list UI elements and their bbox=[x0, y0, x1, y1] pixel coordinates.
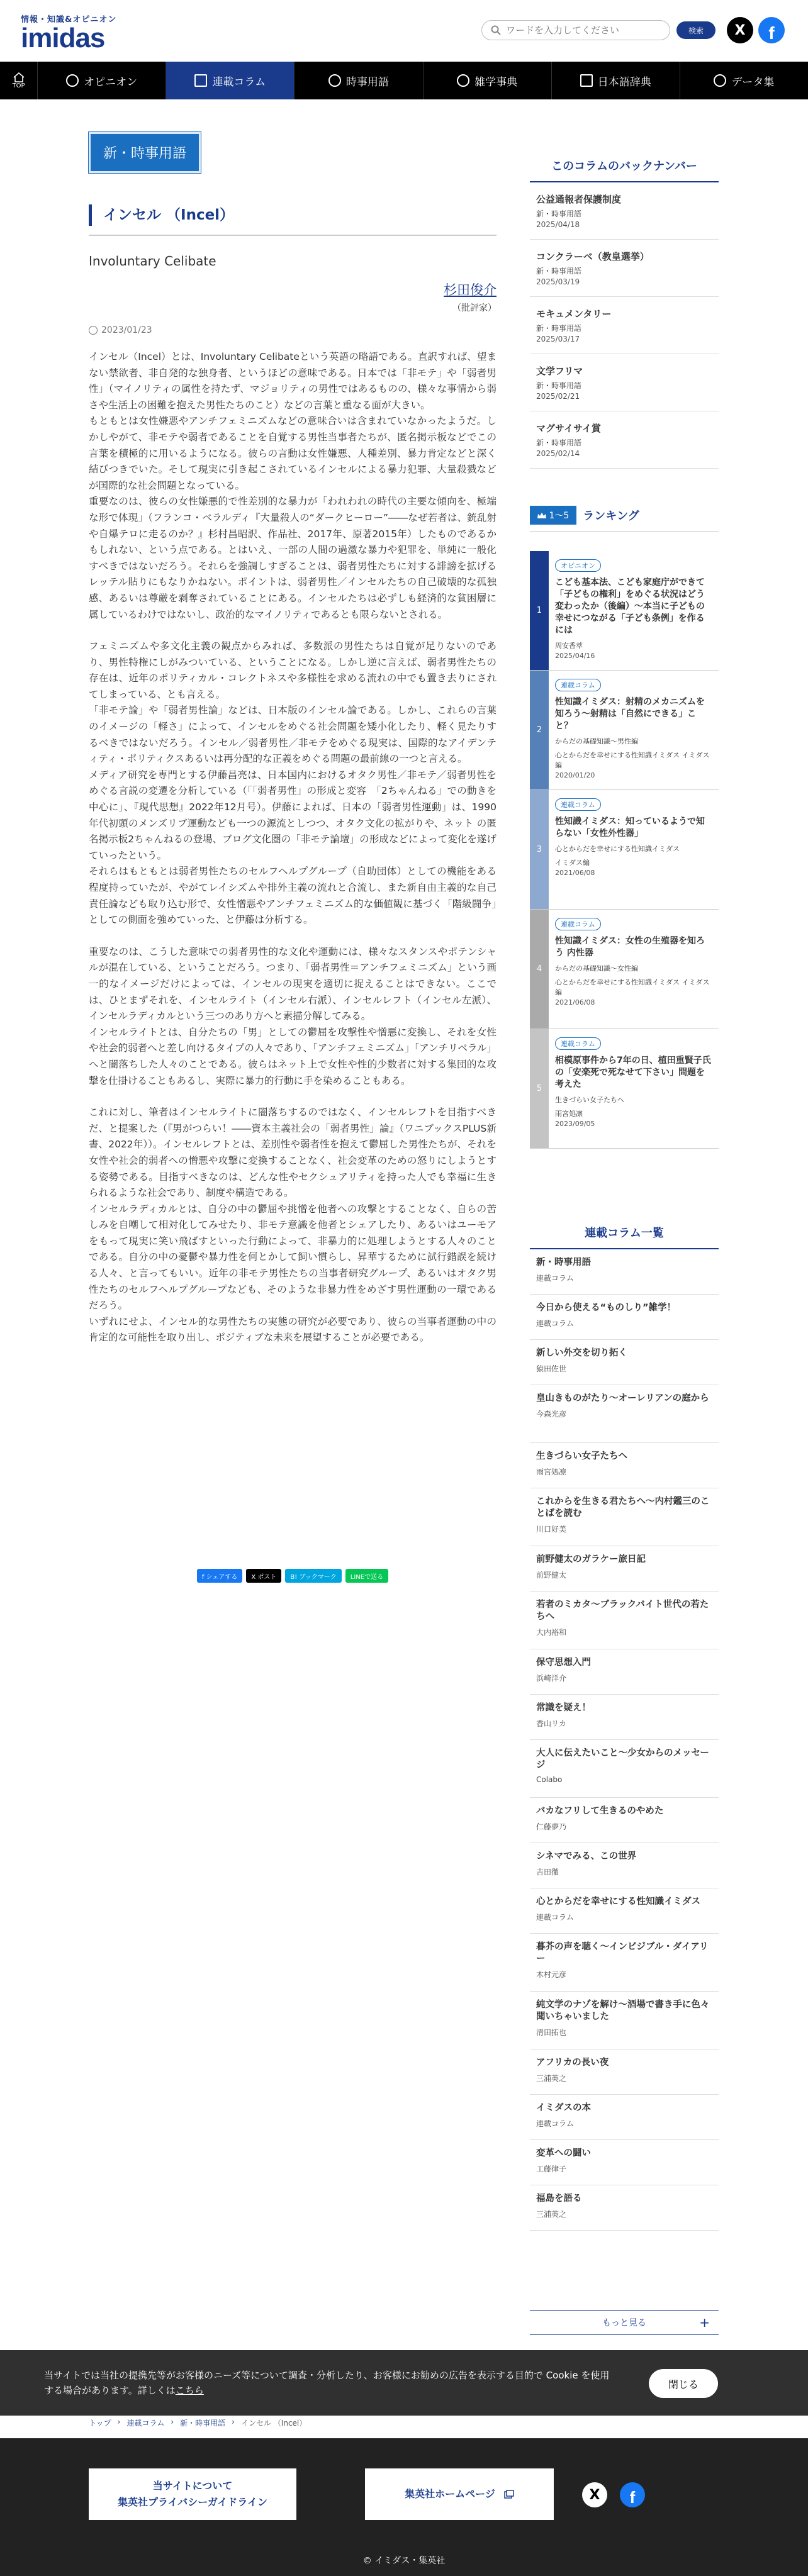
item-title: 若者のミカタ〜ブラックバイト世代の若たちへ bbox=[536, 1600, 709, 1622]
nav-column[interactable] bbox=[166, 62, 295, 99]
article-body bbox=[89, 349, 497, 1346]
book-icon bbox=[580, 74, 593, 87]
copyright: © イミダス・集英社 bbox=[362, 2556, 446, 2566]
cookie-close-button[interactable]: 閉じる bbox=[649, 2369, 718, 2398]
item-author: 今森光彦 bbox=[536, 1410, 567, 1419]
item-author: 連載コラム bbox=[536, 2119, 574, 2128]
facebook-share-button[interactable]: f シェアする bbox=[197, 1569, 243, 1583]
rank-title: 相模原事件から7年の日、植田重賢子氏の「安楽死で死なせて下さい」問題を考えた bbox=[555, 1056, 711, 1090]
list-item[interactable] bbox=[530, 1249, 719, 1295]
item-title: マグサイサイ賞 bbox=[536, 423, 601, 434]
nav-label: 時事用語 bbox=[345, 75, 389, 89]
rank-tag: 連載コラム bbox=[555, 1037, 601, 1050]
plus-icon: + bbox=[699, 2315, 710, 2330]
item-author: 連載コラム bbox=[536, 1319, 574, 1328]
list-item[interactable] bbox=[530, 1592, 719, 1649]
list-item[interactable] bbox=[530, 1546, 719, 1592]
paragraph: 重要なのは、彼らの女性嫌悪的で性差別的な暴力が「われわれの時代の主要な傾向を、極端な形で体現」（フランコ・ベラルディ『大量殺人の“ダークヒーロー”――なぜ若者は、銃乱射や自爆テロに走るのか？』杉村昌昭訳、作品社、2017年、原著2015年）したものであるかもしれない、という点である。とはいえ、一部の人間の過激な暴力や犯罪を、単純に一般化すべきではないだろう。それらを強調しすぎることは、弱者男性たちに対する誹謗を拡げるレッテル貼りにもなりかねない。ポイントは、弱者男性／インセルたちの自己破壊的な孤独感、あるいは尊厳を剥奪されていることにある。インセルたちは必ずしも経済的な貧困層に属しているわけではないし、政治的なマイノリティであるとも限らないとされる。 bbox=[89, 496, 497, 620]
list-item[interactable] bbox=[530, 1649, 719, 1695]
ranking-range: 1〜5 bbox=[549, 511, 570, 521]
rank-date: 2023/09/05 bbox=[555, 1120, 595, 1128]
item-title: 常識を疑え！ bbox=[536, 1703, 591, 1713]
item-author: 川口好美 bbox=[536, 1525, 567, 1534]
nav-dictionary[interactable] bbox=[552, 62, 680, 99]
item-author: 連載コラム bbox=[536, 1913, 574, 1922]
paragraph: いずれにせよ、インセル的な男性たちの実態の研究が必要であり、彼らの当事者運動の中の肯定的な可能性を取り出し、ポジティブな未来を展望することが必要である。 bbox=[89, 1315, 497, 1344]
rank-tag: 連載コラム bbox=[555, 798, 601, 811]
crown-icon bbox=[537, 513, 546, 519]
ranking-item[interactable] bbox=[530, 910, 719, 1029]
cookie-message: 当サイトでは当社の提携先等がお客様のニーズ等について調査・分析したり、お客様にお勧めの広告を表示する目的で Cookie を使用する場合があります。詳しくは bbox=[44, 2370, 610, 2396]
rank-title: 性知識イミダス：女性の生殖器を知ろう 内性器 bbox=[555, 936, 705, 958]
opinion-icon bbox=[66, 74, 79, 87]
privacy-guideline-link[interactable]: 当サイトについて 集英社プライバシーガイドライン bbox=[89, 2468, 296, 2520]
rank-date: 2021/06/08 bbox=[555, 998, 595, 1006]
item-title: モキュメンタリー bbox=[536, 308, 612, 320]
rank-tag: 連載コラム bbox=[555, 679, 601, 691]
item-author: 吉田徹 bbox=[536, 1868, 559, 1876]
list-item[interactable] bbox=[530, 1888, 719, 1934]
main-nav bbox=[0, 62, 808, 99]
paragraph: メディア研究を専門とする伊藤昌亮は、日本国内におけるオタク男性／非モテ／弱者男性をめぐる言説の変遷を分析している（「「弱者男性」の形成と変容 「2ちゃんねる」での動きを中心に」、『現代思想』2022年12月号）。伊藤によれば、日本の「弱者男性運動」は、1990年代初頭のメンズリブ運動なども一つの源流としつつ、オタク文化の拡がりや、ネット の匿名掲示板2ちゃんねるの登場、ブログ文化圏の「非モテ論壇」の形成などによって変化を遂げていったという。 bbox=[89, 769, 497, 861]
item-category: 新・時事用語 bbox=[536, 324, 582, 333]
rank-tag: 連載コラム bbox=[555, 918, 601, 930]
item-title: 保守思想入門 bbox=[536, 1658, 591, 1668]
list-item[interactable] bbox=[530, 1843, 719, 1888]
ranking-range-badge[interactable] bbox=[530, 506, 576, 525]
breadcrumb-item[interactable]: 新・時事用語 bbox=[180, 2419, 226, 2428]
item-author: 大内裕和 bbox=[536, 1628, 567, 1637]
category-badge[interactable]: 新・時事用語 bbox=[89, 132, 201, 173]
paragraph: 「非モテ論」や「弱者男性論」などは、日本版のインセル論である。しかし、これらの言葉のイメージの「軽さ」によって、インセルをめぐる社会問題を矮小化したり、軽く見たりするべきではないだろう。インセル／弱者男性／非モテをめぐる現実は、国際的なアイデンティティ・ポリティクスあるいは再分配的な正義をめぐる問題の最前線の一つと言える。 bbox=[89, 705, 497, 765]
item-title: 暮芥の声を聴く〜インビジブル・ダイアリー bbox=[536, 1942, 709, 1964]
external-link-icon bbox=[504, 2490, 514, 2499]
item-title: 変革への闘い bbox=[536, 2148, 591, 2158]
item-author: 木村元彦 bbox=[536, 1970, 567, 1979]
list-item[interactable] bbox=[530, 1340, 719, 1385]
magnifier-icon bbox=[328, 74, 341, 87]
list-item[interactable] bbox=[530, 1443, 719, 1488]
author-link[interactable]: 杉田俊介 bbox=[444, 282, 497, 298]
site-logo[interactable] bbox=[21, 13, 116, 52]
ranking-list bbox=[530, 551, 719, 1149]
article-title: インセル （Incel） bbox=[89, 204, 497, 226]
author-role: （批評家） bbox=[452, 303, 497, 313]
search-button[interactable]: 検索 bbox=[676, 21, 715, 39]
paragraph: これに対し、筆者はインセルライトに闇落ちするのではなく、インセルレフトを目指すべきだ、と提案した（『男がつらい！――資本主義社会の「弱者男性」論』（ワニブックスPLUS新書、2022年））。インセルレフトとは、差別性や弱者性を抱えて鬱屈した男性たちが、それを女性や社会的弱者への憎悪や攻撃に変換することなく、社会変革のための怒りにしようとする姿勢である。目指すべきなのは、どんな性やセクシュアリティを持った人でも幸福に生きられるような社会であり、制度や構造である。 bbox=[89, 1107, 497, 1199]
item-title: 前野健太のガラケー旅日記 bbox=[536, 1554, 646, 1564]
breadcrumb-item[interactable]: トップ bbox=[89, 2419, 111, 2428]
item-title: 公益通報者保護制度 bbox=[536, 194, 622, 205]
item-title: 生きづらい女子たちへ bbox=[536, 1451, 627, 1461]
list-item[interactable] bbox=[530, 1385, 719, 1443]
chat-icon bbox=[457, 74, 469, 87]
ranking-item[interactable] bbox=[530, 551, 719, 671]
homepage-label: 集英社ホームページ bbox=[405, 2488, 495, 2500]
item-category: 新・時事用語 bbox=[536, 209, 582, 218]
item-title: コンクラーベ（教皇選挙） bbox=[536, 251, 649, 262]
item-title: 皇山きものがたり〜オーレリアンの庭から bbox=[536, 1393, 709, 1403]
clock-icon bbox=[89, 326, 98, 335]
list-item[interactable] bbox=[530, 297, 719, 354]
hatena-bookmark-button[interactable]: B! ブックマーク bbox=[285, 1569, 341, 1583]
list-item[interactable] bbox=[530, 182, 719, 240]
breadcrumb: トップ › 連載コラム › 新・時事用語 › インセル （Incel） bbox=[89, 2417, 307, 2428]
item-date: 2025/02/14 bbox=[536, 449, 580, 458]
item-title: 新・時事用語 bbox=[536, 1257, 591, 1268]
date-text: 2023/01/23 bbox=[101, 325, 152, 335]
rank-number: 1 bbox=[530, 551, 549, 670]
rank-date: 2020/01/20 bbox=[555, 771, 595, 779]
more-button[interactable] bbox=[530, 2310, 719, 2335]
list-item[interactable] bbox=[530, 2140, 719, 2185]
site-header bbox=[0, 0, 808, 62]
item-title: 今日から使える“ものしり”雑学！ bbox=[536, 1303, 676, 1313]
publish-date bbox=[89, 325, 497, 335]
article bbox=[89, 132, 497, 1346]
item-title: 心とからだを幸せにする性知識イミダス bbox=[536, 1897, 700, 1907]
item-title: 新しい外交を切り拓く bbox=[536, 1348, 627, 1358]
item-title: 福島を語る bbox=[536, 2194, 582, 2204]
item-author: 工藤律子 bbox=[536, 2165, 567, 2173]
site-footer bbox=[0, 2438, 808, 2576]
x-footer-icon[interactable]: X bbox=[582, 2482, 607, 2507]
share-buttons bbox=[89, 1569, 497, 1583]
search-icon bbox=[491, 25, 501, 35]
item-author: 仁藤夢乃 bbox=[536, 1822, 567, 1831]
pie-chart-icon bbox=[714, 74, 726, 87]
ranking-item[interactable] bbox=[530, 1029, 719, 1149]
ranking-item[interactable] bbox=[530, 671, 719, 790]
list-item[interactable] bbox=[530, 354, 719, 411]
x-social-icon[interactable]: X bbox=[727, 17, 753, 43]
search-input[interactable] bbox=[506, 25, 657, 36]
item-author: 浜崎洋介 bbox=[536, 1674, 567, 1683]
series-list-heading-wrap bbox=[530, 1224, 719, 1249]
rank-number: 2 bbox=[530, 671, 549, 789]
nav-label: オピニオン bbox=[84, 75, 138, 89]
item-date: 2025/03/19 bbox=[536, 277, 580, 286]
list-item[interactable] bbox=[530, 2095, 719, 2140]
nav-label: データ集 bbox=[731, 75, 775, 89]
list-item[interactable] bbox=[530, 240, 719, 297]
item-date: 2025/02/21 bbox=[536, 392, 580, 401]
x-post-button[interactable]: X ポスト bbox=[246, 1569, 281, 1583]
item-category: 新・時事用語 bbox=[536, 381, 582, 390]
item-title: 純文学のナゾを解け〜酒場で書き手に色々聞いちゃいました bbox=[536, 2000, 710, 2022]
rank-number: 5 bbox=[530, 1029, 549, 1148]
shueisha-homepage-link[interactable] bbox=[365, 2468, 554, 2520]
item-author: Colabo bbox=[536, 1775, 563, 1784]
line-share-button[interactable]: LINEで送る bbox=[345, 1569, 388, 1583]
item-title: イミダスの本 bbox=[536, 2103, 591, 2113]
list-item[interactable] bbox=[530, 2185, 719, 2231]
item-date: 2025/03/17 bbox=[536, 335, 580, 343]
item-category: 新・時事用語 bbox=[536, 438, 582, 447]
item-author: 雨宮処凛 bbox=[536, 1468, 567, 1476]
series-list bbox=[530, 1249, 719, 2231]
rank-series: 心とからだを幸せにする性知識イミダス bbox=[555, 845, 680, 853]
rank-number: 3 bbox=[530, 790, 549, 909]
item-category: 新・時事用語 bbox=[536, 267, 582, 276]
item-author: 連載コラム bbox=[536, 1274, 574, 1283]
item-title: バカなフリして生きるのやめた bbox=[536, 1806, 664, 1816]
rank-series: 生きづらい女子たちへ bbox=[555, 1096, 624, 1104]
list-item[interactable] bbox=[530, 1798, 719, 1843]
paragraph: インセル（Incel）とは、Involuntary Celibateという英語の略語である。直訳すれば、望まない禁欲者、非自発的な独身者、というほどの意味である。日本では「非モテ」や「弱者男性」（マイノリティの属性を持たず、マジョリティの男性ではあるものの、様々な事情から弱さや生活上の困難を抱えた男性たちのこと）などの言葉と重なる面が大きい。 bbox=[89, 351, 497, 411]
search-box[interactable] bbox=[481, 20, 670, 40]
item-author: 三浦英之 bbox=[536, 2210, 567, 2219]
rank-author: 心とからだを幸せにする性知識イミダス イミダス編 bbox=[555, 978, 710, 996]
breadcrumb-item[interactable]: 連載コラム bbox=[126, 2419, 165, 2428]
list-item[interactable] bbox=[530, 1740, 719, 1798]
rank-number: 4 bbox=[530, 910, 549, 1029]
item-title: シネマでみる、この世界 bbox=[536, 1851, 637, 1861]
nav-data[interactable] bbox=[680, 62, 808, 99]
list-item[interactable] bbox=[530, 1695, 719, 1740]
logo-tagline: 情報・知識&オピニオン bbox=[21, 15, 117, 25]
nav-opinion[interactable] bbox=[38, 62, 166, 99]
list-item[interactable] bbox=[530, 411, 719, 469]
paragraph: インセルラディカルとは、自分の中の鬱屈や挑憎を他者への攻撃とすることなく、自らの苦しみを自嘲して相対化してみせたり、非モテ意識を他者とシェアしたり、あるいはユーモアをもって現実に笑い飛ばすといった行動によって、非暴力的に処理しようとする人々のことである。自分の中の憂鬱や暴力性を何とかして飼い慣らし、昇華するために試行錯誤を続ける人々、と言ってもいい。近年の非モテ男性たちの当事者研究グループ、あるいはオタク男性たちのセルフヘルプグループなども、そのような非暴力性をめざす男性運動の一環であるだろう。 bbox=[89, 1203, 497, 1312]
rank-date: 2025/04/16 bbox=[555, 652, 595, 660]
rank-author: イミダス編 bbox=[555, 859, 590, 867]
backnumber-heading: このコラムのバックナンバー bbox=[530, 157, 719, 182]
title-divider bbox=[89, 235, 497, 236]
paragraph: それらはもともとは弱者男性たちのセルフヘルプグループ（自助団体）としての機能をある程度持っていたが、やがてレイシズムや排外主義の流れと合流し、また新自由主義的な自己責任論なども取り込む形で、女性憎悪やアンチフェミニズム的な価値観に基づく「階級闘争」としての側面を強めていった、と伊藤は分析する。 bbox=[89, 866, 497, 926]
backnumber-section bbox=[530, 157, 719, 469]
paragraph: インセルライトとは、自分たちの「男」としての鬱屈を攻撃性や憎悪に変換し、それを女性や社会的弱者へと差し向けるタイプの人々であり、「アンチフェミニズム」「アンチリベラル」へと闇落ちした人々のことである。彼らはネット上で女性や性的少数者に対する集団的な攻撃を仕掛けることもあるし、実際に暴力的行動に手を染めることもある。 bbox=[89, 1026, 497, 1086]
nav-top[interactable] bbox=[0, 62, 38, 99]
nav-label: 連載コラム bbox=[212, 75, 266, 89]
nav-trivia[interactable] bbox=[424, 62, 552, 99]
series-list-heading: 連載コラム一覧 bbox=[530, 1224, 719, 1249]
more-label: もっと見る bbox=[602, 2318, 646, 2328]
cookie-details-link[interactable]: こちら bbox=[175, 2385, 204, 2396]
item-date: 2025/04/18 bbox=[536, 220, 580, 229]
article-subtitle: Involuntary Celibate bbox=[89, 254, 216, 269]
paragraph: 重要なのは、こうした意味での弱者男性的な文化や運動には、様々なスタンスやポテンシャルが混在している、ということだろう。つまり、「弱者男性＝アンチフェミニズム」という画一的なイメージだけによっては、インセルの現実を適切に捉えることはできない。ここでは、ひとまずそれを、インセルライト（インセル右派）、インセルレフト（インセル左派）、インセルラディカルという三つのあり方へと素描分解してみる。 bbox=[89, 945, 497, 1022]
item-author: 香山リカ bbox=[536, 1719, 566, 1728]
column-icon bbox=[194, 74, 207, 87]
rank-author: 心とからだを幸せにする性知識イミダス イミダス編 bbox=[555, 751, 710, 769]
logo-wordmark: imidas bbox=[21, 23, 105, 53]
list-item[interactable] bbox=[530, 2049, 719, 2095]
rank-series: からだの基礎知識〜女性編 bbox=[555, 964, 638, 973]
home-icon bbox=[13, 72, 25, 82]
item-author: 三浦英之 bbox=[536, 2074, 567, 2083]
item-title: 文学フリマ bbox=[536, 365, 583, 377]
rank-tag: オピニオン bbox=[555, 559, 601, 572]
rank-title: 性知識イミダス：射精のメカニズムを知ろう〜射精は「自然にできる」こと？ bbox=[555, 697, 705, 731]
rank-title: 性知識イミダス：知っているようで知らない「女性外性器」 bbox=[555, 817, 705, 839]
item-title: アフリカの長い夜 bbox=[536, 2058, 609, 2068]
ranking-label: ランキング bbox=[583, 510, 639, 523]
cookie-banner bbox=[0, 2350, 808, 2416]
cookie-text bbox=[44, 2368, 610, 2398]
list-item[interactable] bbox=[530, 1992, 719, 2049]
nav-top-label: TOP bbox=[12, 82, 25, 89]
ranking-item[interactable] bbox=[530, 790, 719, 910]
item-title: これからを生きる君たちへ〜内村鑑三のことばを読む bbox=[536, 1497, 710, 1519]
nav-label: 日本語辞典 bbox=[597, 75, 651, 89]
facebook-social-icon[interactable]: f bbox=[758, 17, 785, 43]
nav-terms[interactable] bbox=[295, 62, 423, 99]
rank-author: 雨宮処凛 bbox=[555, 1110, 583, 1118]
item-author: 前野健太 bbox=[536, 1571, 567, 1580]
item-author: 清田拓也 bbox=[536, 2028, 567, 2037]
list-item[interactable] bbox=[530, 1934, 719, 1992]
facebook-footer-icon[interactable]: f bbox=[620, 2482, 645, 2507]
rank-title: こども基本法、こども家庭庁ができて「子どもの権利」をめぐる状況はどう変わったか（後編）〜本当に子どもの幸せにつながる「子ども条例」を作るには bbox=[555, 577, 705, 635]
rank-author: 周安香萃 bbox=[555, 642, 583, 650]
nav-label: 雑学事典 bbox=[474, 75, 518, 89]
item-author: 猿田佐世 bbox=[536, 1364, 567, 1373]
list-item[interactable] bbox=[530, 1295, 719, 1340]
breadcrumb-item: インセル （Incel） bbox=[240, 2419, 307, 2428]
paragraph: もともとは女性嫌悪やアンチフェミニズムなどの意味合いは含まれていなかったようだ。しかしやがて、非モテや弱者であることを自覚する男性当事者たちが、匿名掲示板などでこの言葉を積極的に用いるようになる。彼らの言動は女性嫌悪、人種差別、暴力肯定などと深く結びつきでいた。そして現実に引き起こされているインセルによる暴力犯罪、大量殺戮などが国際的な社会問題となっている。 bbox=[89, 415, 497, 491]
rank-date: 2021/06/08 bbox=[555, 869, 595, 877]
rank-series: からだの基礎知識〜男性編 bbox=[555, 737, 638, 745]
ranking-header bbox=[530, 506, 719, 532]
item-title: 大人に伝えたいこと〜少女からのメッセージ bbox=[536, 1748, 709, 1770]
list-item[interactable] bbox=[530, 1488, 719, 1546]
paragraph: フェミニズムや多文化主義の観点からみれば、多数派の男性たちは自覚が足りないのであり、男性特権にしがみついている、ということになる。しかし逆に言えば、弱者男性たちの存在は、近年のポリティカル・コレクトネスや多様性を求める流れの中でも置き去りにされてしまっている、とも言える。 bbox=[89, 640, 497, 700]
